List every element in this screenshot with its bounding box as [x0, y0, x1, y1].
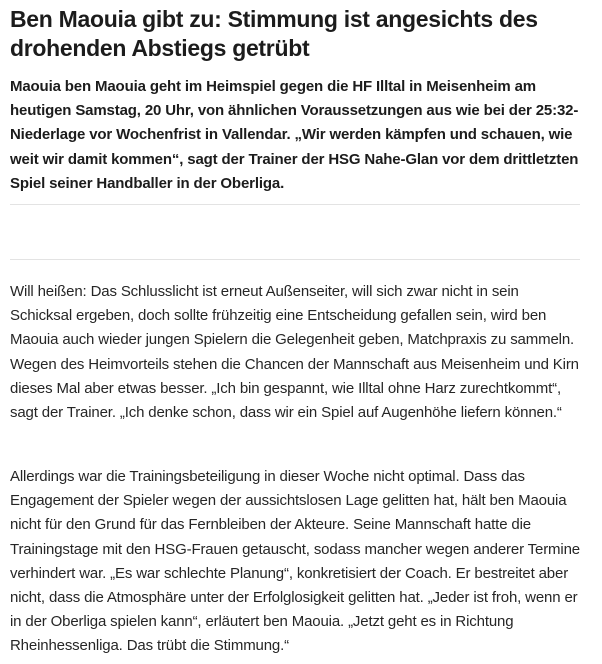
- article-paragraph: Allerdings war die Trainingsbeteiligung in dieser Woche nicht optimal. Dass das Engagement der Spieler wegen der aussichtslosen Lage gelitten hat, hält ben Maouia nicht für den Grund für das Fernbleiben der Akteure. Seine Mannschaft hatte die Trainingstage mit den HSG-Frauen getauscht, sodass mancher wegen anderer Termine verhindert war. „Es war schlechte Planung“, konkretisiert der Coach. Er bestreitet aber nicht, dass die Atmosphäre unter der Erfolglosigkeit gelitten hat. „Jeder ist froh, wenn er in der Oberliga spielen kann“, erläutert ben Maouia. „Jetzt geht es in Richtung Rheinhessenliga. Das trübt die Stimmung.“: [10, 468, 580, 655]
- article-paragraph: Will heißen: Das Schlusslicht ist erneut Außenseiter, will sich zwar nicht in sein Schicksal ergeben, doch sollte frühzeitig eine Entscheidung gefallen sein, wird ben Maouia auch wieder jungen Spielern die Gelegenheit geben, Matchpraxis zu sammeln. Wegen des Heimvorteils stehen die Chancen der Mannschaft aus Meisenheim und Kirn dieses Mal aber etwas besser. „Ich bin gespannt, wie Illtal ohne Harz zurechtkommt“, sagt der Trainer. „Ich denke schon, dass wir ein Spiel auf Augenhöhe liefern können.“: [10, 283, 579, 422]
- article-headline: Ben Maouia gibt zu: Stimmung ist angesichts des drohenden Abstiegs getrübt: [10, 6, 538, 61]
- ad-slot-divider-bottom: [10, 259, 580, 260]
- ad-slot-divider-top: [10, 204, 580, 205]
- article-lead: Maouia ben Maouia geht im Heimspiel gegen die HF Illtal in Meisenheim am heutigen Samstag, 20 Uhr, von ähnlichen Voraussetzungen aus wie bei der 25:32-Niederlage vor Wochenfrist in Vallendar. „Wir werden kämpfen und schauen, wie weit wir damit kommen“, sagt der Trainer der HSG Nahe-Glan vor dem drittletzten Spiel seiner Handballer in der Oberliga.: [10, 78, 579, 192]
